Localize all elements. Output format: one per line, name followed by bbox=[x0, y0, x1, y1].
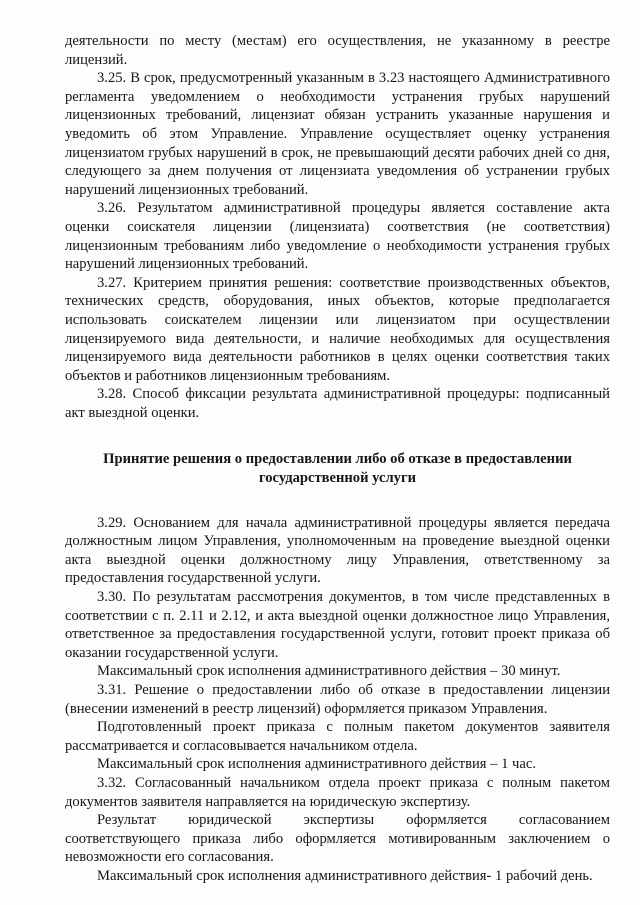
paragraph-3-31: 3.31. Решение о предоставлении либо об отказе в предоставлении лицензии (внесении изменений в реестр лицензий) оформляется приказом Управления. bbox=[65, 682, 610, 717]
paragraph-3-28: 3.28. Способ фиксации результата административной процедуры: подписанный акт выездной оценки. bbox=[65, 386, 610, 421]
paragraph-max-time-1hour: Максимальный срок исполнения административного действия – 1 час. bbox=[97, 756, 536, 773]
paragraph-3-30: 3.30. По результатам рассмотрения документов, в том числе представленных в соответствии с п. 2.11 и 2.12, и акта выездной оценки должностное лицо Управления, ответственное за предоставления государственной услуги, готовит проект приказа об оказании государственной услуги. bbox=[65, 589, 610, 661]
section-heading: Принятие решения о предоставлении либо об отказе в предоставлении государственной услуги bbox=[103, 451, 572, 487]
paragraph-3-25: 3.25. В срок, предусмотренный указанным в 3.23 настоящего Административного регламента уведомлением о необходимости устранения грубых нарушений лицензионных требований, лицензиат обязан устранить указанные нарушения и уведомить об этом Управление. Управление осуществляет оценку устранения лицензиатом грубых нарушений в срок, не превышающий десяти рабочих дней со дня, следующего за днем получения от лицензиата уведомления об устранении грубых нарушений лицензионных требований. bbox=[65, 70, 610, 198]
paragraph-max-time-1day: Максимальный срок исполнения административного действия- 1 рабочий день. bbox=[97, 867, 593, 884]
paragraph-draft-order: Подготовленный проект приказа с полным пакетом документов заявителя рассматривается и согласовывается начальником отдела. bbox=[65, 719, 610, 754]
paragraph-max-time-30min: Максимальный срок исполнения административного действия – 30 минут. bbox=[97, 663, 561, 680]
paragraph-3-27: 3.27. Критерием принятия решения: соответствие производственных объектов, технических средств, оборудования, иных объектов, которые предполагается использовать соискателем лицензии или лицензиатом при осуществлении лицензируемого вида деятельности, и наличие необходимых для осуществления лицензируемого вида деятельности работников в целях оценки соответствия таких объектов и работников лицензионным требованиям. bbox=[65, 274, 610, 384]
paragraph-3-26: 3.26. Результатом административной процедуры является составление акта оценки соискателя лицензии (лицензиата) соответствия (не соответствия) лицензионным требованиям либо уведомление о необходимости устранения грубых нарушений лицензионных требований. bbox=[65, 200, 610, 273]
paragraph-legal-review-result: Результат юридической экспертизы оформляется согласованием соответствующего приказа либо оформляется мотивированным заключением о невозможности его согласования. bbox=[65, 812, 610, 866]
paragraph-continuation: деятельности по месту (местам) его осуществления, не указанному в реестре лицензий. bbox=[65, 33, 610, 68]
paragraph-3-29: 3.29. Основанием для начала административной процедуры является передача должностным лицом Управления, уполномоченным на проведение выездной оценки акта выездной оценки должностному лицу Управления, ответственному за предоставления государственной услуги. bbox=[65, 514, 610, 587]
paragraph-3-32: 3.32. Согласованный начальником отдела проект приказа с полным пакетом документов заявителя направляется на юридическую экспертизу. bbox=[65, 774, 610, 810]
